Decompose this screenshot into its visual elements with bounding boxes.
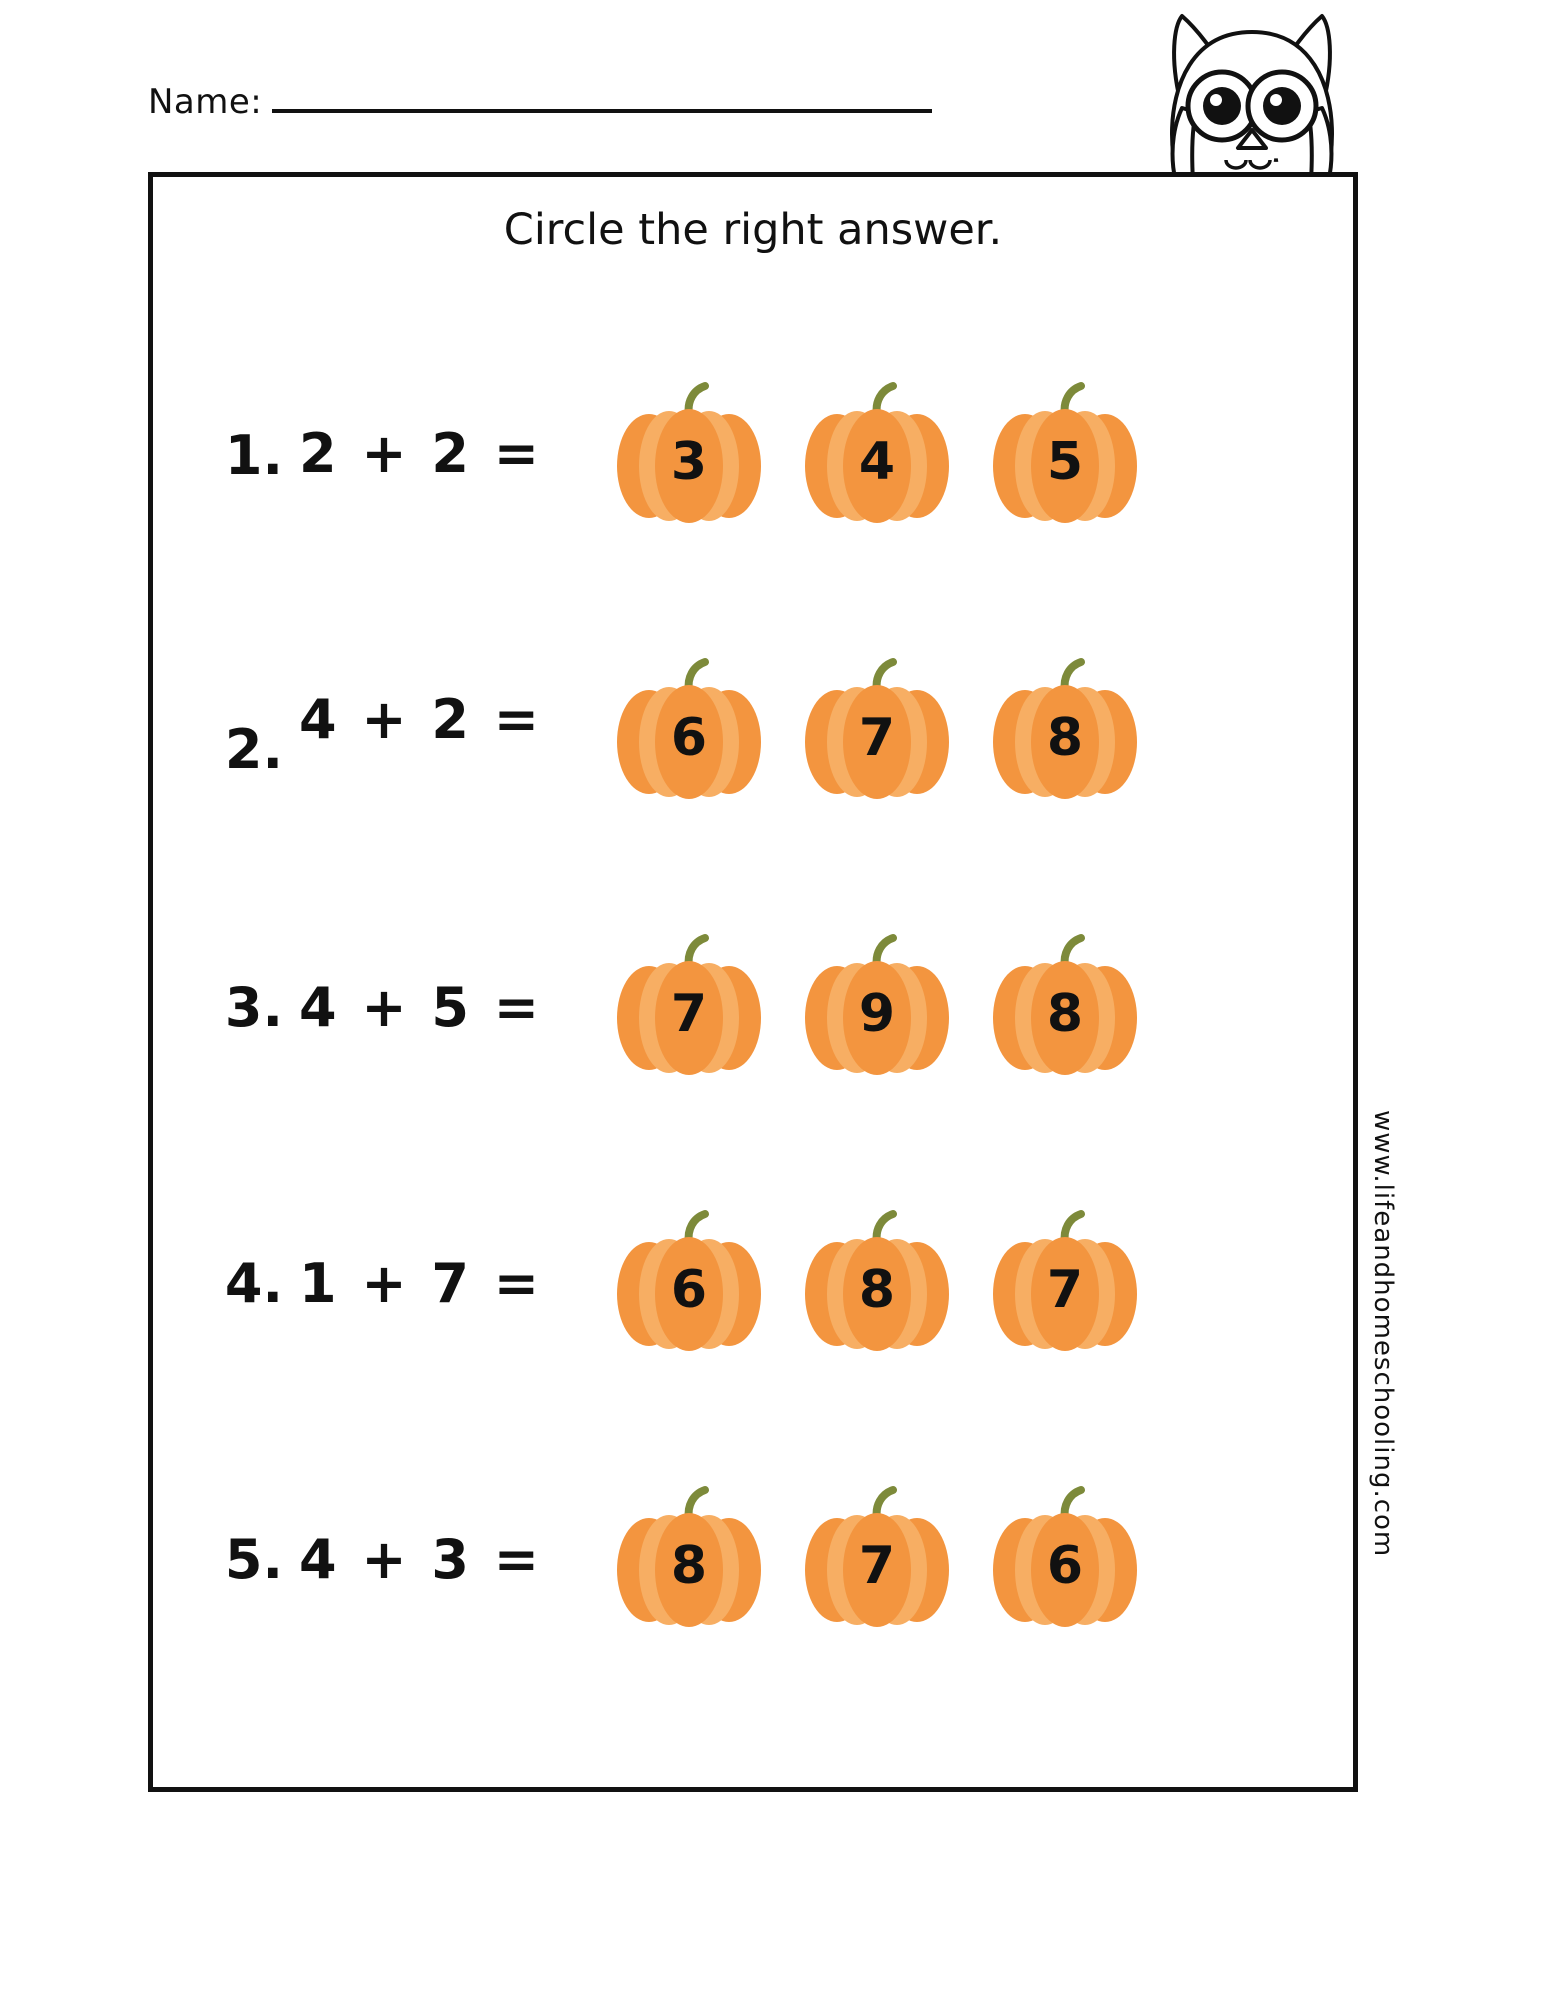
name-row (148, 82, 932, 122)
instruction-text: Circle the right answer. (503, 205, 1003, 255)
answer-choice-pumpkin[interactable] (985, 932, 1145, 1082)
answer-choices (609, 656, 1145, 806)
name-label: Name: (148, 82, 263, 122)
answer-choice-pumpkin[interactable] (985, 656, 1145, 806)
answer-choice-pumpkin[interactable] (609, 380, 769, 530)
problem-equation: 2 + 2 = (299, 421, 543, 485)
choice-value: 6 (1046, 1536, 1084, 1596)
problem-row (153, 1421, 1353, 1697)
problem-equation: 4 + 5 = (299, 975, 543, 1039)
problem-equation: 4 + 2 = (299, 687, 543, 751)
choice-value: 7 (1046, 1260, 1084, 1320)
choice-value: 7 (858, 708, 896, 768)
answer-choice-pumpkin[interactable] (797, 380, 957, 530)
answer-choice-pumpkin[interactable] (797, 932, 957, 1082)
choice-value: 8 (1046, 984, 1084, 1044)
name-input-line[interactable] (272, 87, 932, 113)
answer-choice-pumpkin[interactable] (609, 656, 769, 806)
answer-choices (609, 1484, 1145, 1634)
choice-value: 4 (858, 432, 896, 492)
answer-choices (609, 1208, 1145, 1358)
problem-row (153, 1145, 1353, 1421)
choice-value: 3 (670, 432, 708, 492)
choice-value: 6 (670, 708, 708, 768)
answer-choice-pumpkin[interactable] (609, 1484, 769, 1634)
site-watermark: www.lifeandhomeschooling.com (1368, 1110, 1398, 1558)
problem-number: 3. (224, 975, 283, 1039)
answer-choice-pumpkin[interactable] (797, 656, 957, 806)
choice-value: 5 (1046, 432, 1084, 492)
answer-choice-pumpkin[interactable] (985, 380, 1145, 530)
answer-choice-pumpkin[interactable] (985, 1484, 1145, 1634)
choice-value: 8 (858, 1260, 896, 1320)
answer-choice-pumpkin[interactable] (797, 1208, 957, 1358)
choice-value: 7 (670, 984, 708, 1044)
choice-value: 6 (670, 1260, 708, 1320)
answer-choice-pumpkin[interactable] (609, 1208, 769, 1358)
answer-choice-pumpkin[interactable] (609, 932, 769, 1082)
problem-number: 1. (224, 423, 283, 487)
choice-value: 9 (858, 984, 896, 1044)
choice-value: 8 (1046, 708, 1084, 768)
problem-list (153, 317, 1353, 1697)
problem-equation: 4 + 3 = (299, 1527, 543, 1591)
answer-choices (609, 932, 1145, 1082)
problem-number: 2. (224, 717, 283, 781)
choice-value: 7 (858, 1536, 896, 1596)
problem-number: 5. (224, 1527, 283, 1591)
problem-row (153, 869, 1353, 1145)
answer-choice-pumpkin[interactable] (797, 1484, 957, 1634)
problem-number: 4. (224, 1251, 283, 1315)
choice-value: 8 (670, 1536, 708, 1596)
answer-choice-pumpkin[interactable] (985, 1208, 1145, 1358)
problem-row (153, 593, 1353, 869)
answer-choices (609, 380, 1145, 530)
problem-equation: 1 + 7 = (299, 1251, 543, 1315)
problem-row (153, 317, 1353, 593)
worksheet-frame (148, 172, 1358, 1792)
